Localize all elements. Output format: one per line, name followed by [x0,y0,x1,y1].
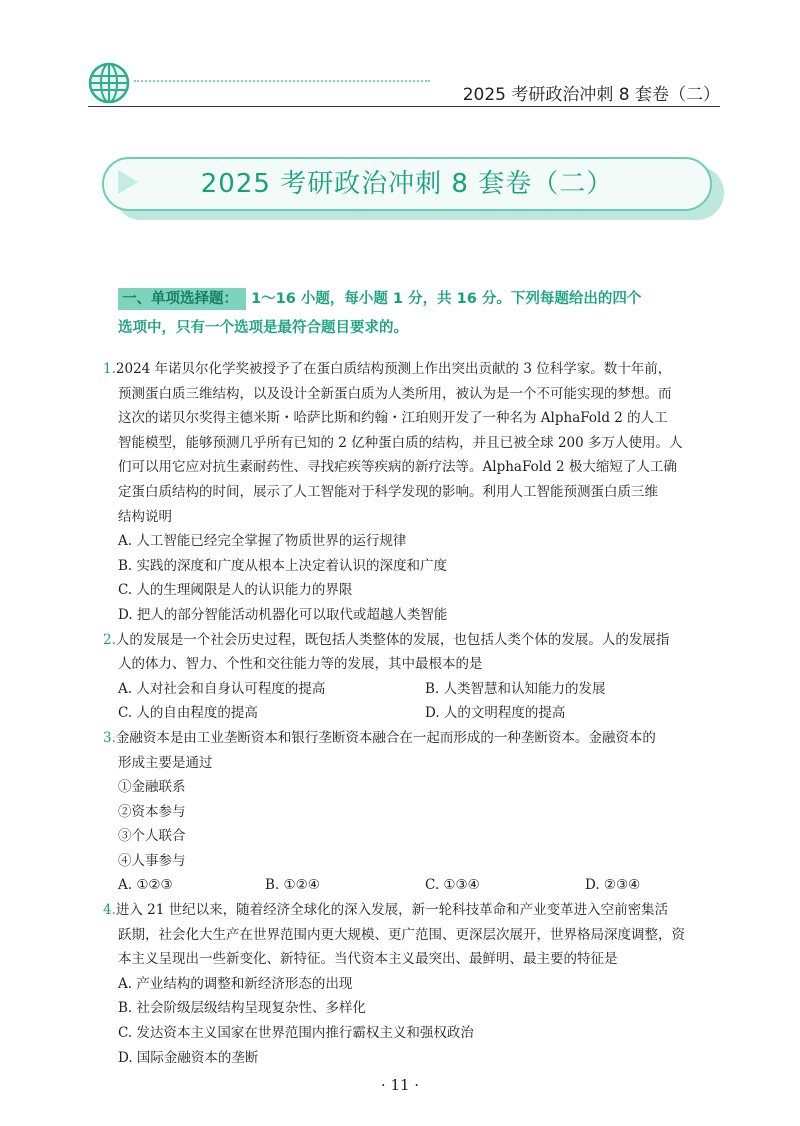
question-1 [103,357,723,628]
option-d: D. 国际金融资本的垄断 [118,1049,259,1066]
question-list [103,357,723,1070]
question-text-line: 进入 21 世纪以来，随着经济全球化的深入发展，新一轮科技革命和产业变革进入空前密集活 [115,902,669,919]
section-instructions-line2: 选项中，只有一个选项是最符合题目要求的。 [118,320,408,336]
question-4 [103,898,723,1070]
question-2 [103,628,723,726]
option-d: D. 人的文明程度的提高 [425,705,566,722]
option-d: D. ②③④ [585,877,641,894]
statement-3: ③个人联合 [118,828,186,845]
question-text-line: 这次的诺贝尔奖得主德米斯・哈萨比斯和约翰・江珀则开发了一种名为 AlphaFold 2 的人工 [118,410,668,427]
statement-1: ①金融联系 [118,779,186,796]
statement-4: ④人事参与 [118,852,186,869]
question-text-line: 形成主要是通过 [118,754,213,771]
option-c: C. 人的生理阈限是人的认识能力的界限 [118,582,353,599]
option-c: C. ①③④ [425,877,480,894]
question-number: 1. [103,361,116,377]
question-text-line: 定蛋白质结构的时间，展示了人工智能对于科学发现的影响。利用人工智能预测蛋白质三维 [118,483,658,500]
question-text-line: 结构说明 [118,508,172,525]
option-c: C. 人的自由程度的提高 [118,705,258,722]
question-text-line: 人的体力、智力、个性和交往能力等的发展，其中最根本的是 [118,656,483,673]
globe-icon [88,62,130,104]
question-number: 2. [103,631,116,648]
question-text-line: 人的发展是一个社会历史过程，既包括人类整体的发展，也包括人类个体的发展。人的发展指 [115,631,670,648]
question-text-line: 2024 年诺贝尔化学奖被授予了在蛋白质结构预测上作出突出贡献的 3 位科学家。数十年前， [115,361,672,377]
option-a: A. 人工智能已经完全掌握了物质世界的运行规律 [118,533,407,550]
page-number: · 11 · [380,1076,420,1094]
section-heading [118,284,718,336]
option-a: A. ①②③ [118,877,173,894]
option-a: A. 人对社会和自身认可程度的提高 [118,680,326,697]
option-c: C. 发达资本主义国家在世界范围内推行霸权主义和强权政治 [118,1025,474,1042]
question-text-line: 金融资本是由工业垄断资本和银行垄断资本融合在一起而形成的一种垄断资本。金融资本的 [115,729,656,746]
header-title: 2025 考研政治冲刺 8 套卷（二） [462,85,720,105]
option-b: B. 实践的深度和广度从根本上决定着认识的深度和广度 [118,557,448,574]
question-number: 4. [103,902,116,919]
question-text-line: 跃期，社会化大生产在世界范围内更大规模、更广范围、更深层次展开，世界格局深度调整，资 [118,926,685,943]
question-text-line: 智能模型，能够预测几乎所有已知的 2 亿种蛋白质的结构，并且已被全球 200 多万人使用。人 [118,434,683,451]
header-dotted-rule [134,80,430,82]
question-number: 3. [103,729,116,746]
option-b: B. 人类智慧和认知能力的发展 [425,680,606,697]
question-text-line: 们可以用它应对抗生素耐药性、寻找疟疾等疾病的新疗法等。AlphaFold 2 极大缩短了人工确 [118,459,677,476]
section-tag: 一、单项选择题： [118,288,246,310]
question-text-line: 预测蛋白质三维结构，以及设计全新蛋白质为人类所用，被认为是一个不可能实现的梦想。而 [118,385,672,402]
option-d: D. 把人的部分智能活动机器化可以取代或超越人类智能 [118,606,448,623]
statement-2: ②资本参与 [118,803,186,820]
section-instructions-line1: 1～16 小题，每小题 1 分，共 16 分。下列每题给出的四个 [251,291,642,307]
page-title: 2025 考研政治冲刺 8 套卷（二） [200,169,614,199]
option-b: B. ①②④ [265,877,320,894]
option-a: A. 产业结构的调整和新经济形态的出现 [118,975,353,992]
question-text-line: 本主义呈现出一些新变化、新特征。当代资本主义最突出、最鲜明、最主要的特征是 [118,951,618,968]
header-rule [88,106,720,107]
question-3 [103,726,723,898]
option-b: B. 社会阶级层级结构呈现复杂性、多样化 [118,1000,367,1017]
